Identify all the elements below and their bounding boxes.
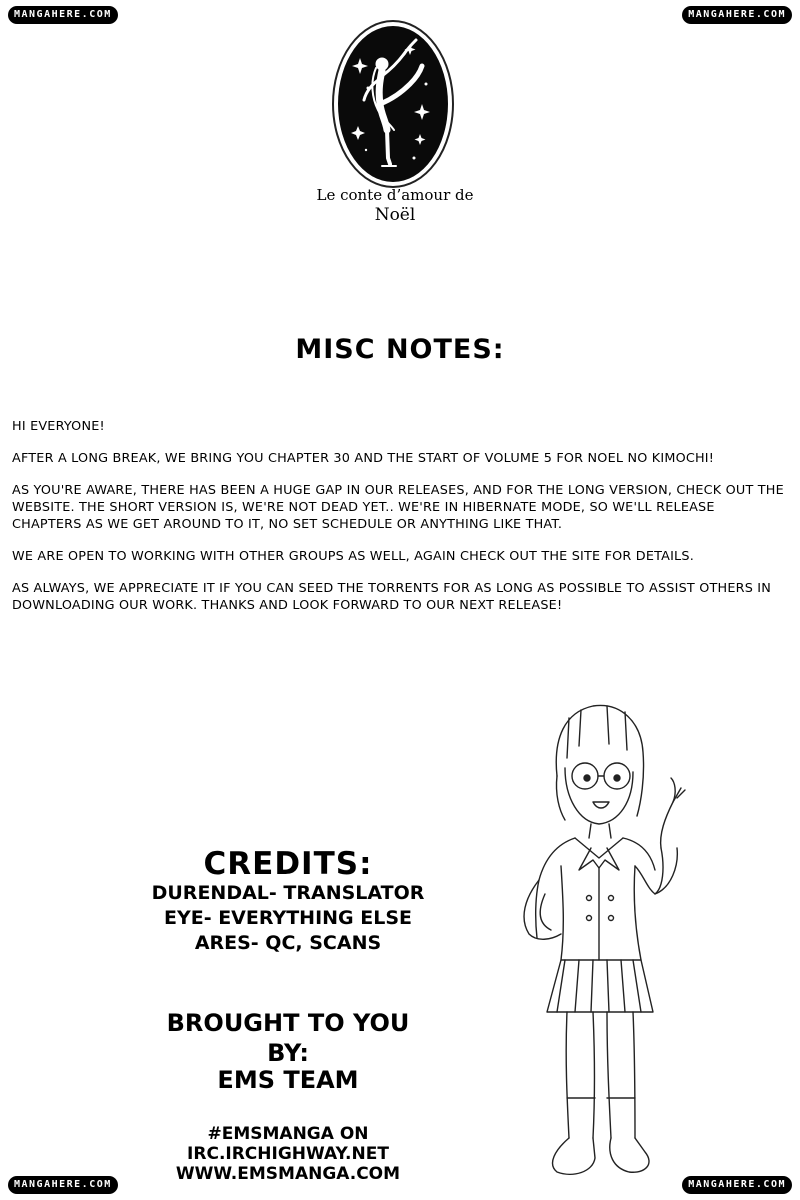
watermark-top-right: MANGAHERE.COM xyxy=(682,6,792,24)
website-line: WWW.EMSMANGA.COM xyxy=(175,1164,401,1184)
credit-line: EYE- EVERYTHING ELSE xyxy=(163,907,413,929)
girl-illustration xyxy=(495,698,700,1190)
brought-line: BY: xyxy=(267,1039,309,1067)
brought-line: BROUGHT TO YOU xyxy=(166,1009,410,1037)
notes-paragraph: WE ARE OPEN TO WORKING WITH OTHER GROUPS AS WELL, AGAIN CHECK OUT THE SITE FOR DETAILS. xyxy=(12,549,694,564)
notes-paragraph: AFTER A LONG BREAK, WE BRING YOU CHAPTER 30 AND THE START OF VOLUME 5 FOR NOEL NO KIMOCHI! xyxy=(12,451,715,466)
team-name: EMS TEAM xyxy=(217,1066,359,1094)
logo-subtitle: Le conte d’amour de xyxy=(316,186,474,204)
credits-list xyxy=(98,881,478,956)
credit-line: ARES- QC, SCANS xyxy=(194,932,382,954)
irc-info xyxy=(98,1124,478,1184)
notes-paragraph: AS YOU'RE AWARE, THERE HAS BEEN A HUGE GAP IN OUR RELEASES, AND FOR THE LONG VERSION, CHECK OUT THE WEBSITE. THE SHORT VERSION IS, WE'RE NOT DEAD YET.. WE'RE IN HIBERNATE MODE, SO WE'LL RELEASE CHAPTERS AS WE GET AROUND TO IT, NO SET SCHEDULE OR ANYTHING LIKE THAT. xyxy=(12,483,784,532)
irc-line: #EMSMANGA ON xyxy=(207,1124,369,1144)
notes-paragraph: AS ALWAYS, WE APPRECIATE IT IF YOU CAN SEED THE TORRENTS FOR AS LONG AS POSSIBLE TO ASSIST OTHERS IN DOWNLOADING OUR WORK. THANKS AND LOOK FORWARD TO OUR NEXT RELEASE! xyxy=(12,581,772,613)
brought-to-you xyxy=(98,1008,478,1068)
credit-line: DURENDAL- TRANSLATOR xyxy=(151,882,425,904)
logo-title: Noël xyxy=(374,205,416,225)
misc-notes-body xyxy=(12,418,788,629)
notes-paragraph: HI EVERYONE! xyxy=(12,419,105,434)
watermark-top-left: MANGAHERE.COM xyxy=(8,6,118,24)
skater-logo-icon xyxy=(330,18,456,190)
credits-title: CREDITS: xyxy=(203,846,373,882)
watermark-bottom-left: MANGAHERE.COM xyxy=(8,1176,118,1194)
irc-line: IRC.IRCHIGHWAY.NET xyxy=(187,1144,389,1164)
misc-notes-title: MISC NOTES: xyxy=(295,334,505,365)
watermark-bottom-right: MANGAHERE.COM xyxy=(682,1176,792,1194)
